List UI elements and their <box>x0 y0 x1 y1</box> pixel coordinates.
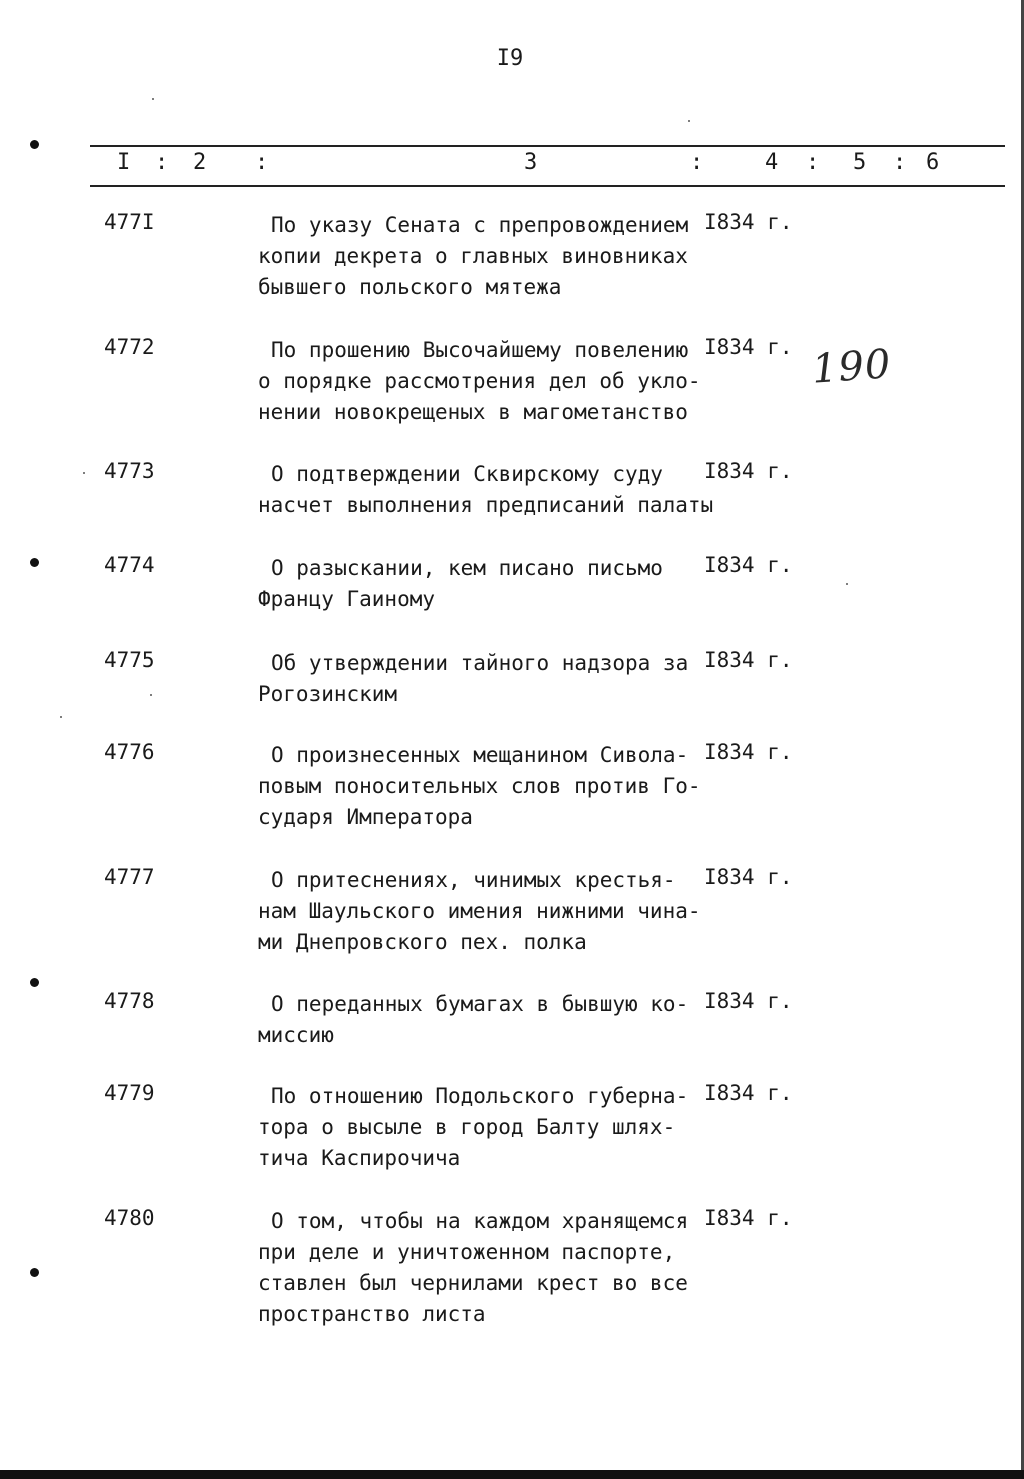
scan-speck <box>846 583 848 585</box>
entry-description-line: бывшего польского мятежа <box>258 275 562 299</box>
entry-description-line: тора о высыле в город Балту шлях- <box>258 1115 676 1139</box>
entry-description-line: миссию <box>258 1023 334 1047</box>
column-header-1: I <box>117 150 131 175</box>
entry-description <box>258 648 703 710</box>
column-separator: : <box>690 150 704 175</box>
page-number: I9 <box>496 46 524 71</box>
entry-description-line: пространство листа <box>258 1302 486 1326</box>
entry-description-line: о порядке рассмотрения дел об укло- <box>258 369 701 393</box>
entry-description <box>258 553 703 615</box>
entry-year: I834 г. <box>704 1081 793 1105</box>
column-separator: : <box>155 150 169 175</box>
entry-description-line: нам Шаульского имения нижними чина- <box>258 899 701 923</box>
scan-speck <box>60 716 62 718</box>
entry-description <box>258 1081 703 1174</box>
entry-description-line: О притеснениях, чинимых крестья- <box>271 868 676 892</box>
entry-description-line: Рогозинским <box>258 682 398 706</box>
entry-number: 4775 <box>104 648 155 672</box>
entry-description-line: О разыскании, кем писано письмо <box>271 556 663 580</box>
punch-hole <box>30 558 39 567</box>
entry-description-line: ставлен был чернилами крест во все <box>258 1271 688 1295</box>
entry-year: I834 г. <box>704 740 793 764</box>
column-separator: : <box>255 150 269 175</box>
entry-description-line: По указу Сената с препровождением <box>271 213 689 237</box>
entry-description <box>258 459 714 521</box>
entry-description-line: сударя Императора <box>258 805 473 829</box>
entry-number: 4779 <box>104 1081 155 1105</box>
scan-speck <box>688 120 690 122</box>
entry-description-line: По отношению Подольского губерна- <box>271 1084 689 1108</box>
entry-description <box>258 210 703 303</box>
entry-year: I834 г. <box>704 989 793 1013</box>
entry-number: 4774 <box>104 553 155 577</box>
column-header-5: 5 <box>853 150 867 175</box>
entry-year: I834 г. <box>704 1206 793 1230</box>
entry-number: 4780 <box>104 1206 155 1230</box>
punch-hole <box>30 978 39 987</box>
entry-description-line: Об утверждении тайного надзора за <box>271 651 689 675</box>
entry-description-line: О том, чтобы на каждом хранящемся <box>271 1209 689 1233</box>
entry-description-line: при деле и уничтоженном паспорте, <box>258 1240 676 1264</box>
scan-bottom-edge <box>0 1470 1024 1479</box>
entry-number: 4772 <box>104 335 155 359</box>
entry-description-line: Францу Гаиному <box>258 587 436 611</box>
entry-description-line: О подтверждении Сквирскому суду <box>271 462 663 486</box>
column-separator: : <box>893 150 907 175</box>
column-separator: : <box>806 150 820 175</box>
entry-year: I834 г. <box>704 865 793 889</box>
scan-speck <box>83 472 85 474</box>
scan-speck <box>152 98 154 100</box>
entry-year: I834 г. <box>704 553 793 577</box>
entry-description <box>258 335 703 428</box>
entry-description <box>258 1206 703 1330</box>
entry-description-line: О произнесенных мещанином Сивола- <box>271 743 689 767</box>
entry-number: 4777 <box>104 865 155 889</box>
scan-speck <box>150 694 152 696</box>
entry-description-line: копии декрета о главных виновниках <box>258 244 688 268</box>
punch-hole <box>30 1268 39 1277</box>
column-header-4: 4 <box>765 150 779 175</box>
entry-description-line: нении новокрещеных в магометанство <box>258 400 688 424</box>
entry-description-line: По прошению Высочайшему повелению <box>271 338 689 362</box>
entry-year: I834 г. <box>704 648 793 672</box>
entry-number: 4776 <box>104 740 155 764</box>
entry-description <box>258 989 703 1051</box>
entry-number: 4773 <box>104 459 155 483</box>
punch-hole <box>30 140 39 149</box>
entry-number: 4778 <box>104 989 155 1013</box>
column-header-6: 6 <box>926 150 940 175</box>
entry-description-line: тича Каспирочича <box>258 1146 461 1170</box>
column-header-3: 3 <box>524 150 538 175</box>
entry-description <box>258 865 703 958</box>
column-header-2: 2 <box>193 150 207 175</box>
handwritten-sheet-number: 190 <box>810 341 893 393</box>
entry-year: I834 г. <box>704 210 793 234</box>
entry-number: 477I <box>104 210 155 234</box>
entry-description-line: ми Днепровского пех. полка <box>258 930 587 954</box>
table-header-top-rule <box>90 145 1005 147</box>
entry-description-line: О переданных бумагах в бывшую ко- <box>271 992 689 1016</box>
entry-description-line: повым поносительных слов против Го- <box>258 774 701 798</box>
entry-description-line: насчет выполнения предписаний палаты <box>258 493 714 517</box>
entry-description <box>258 740 703 833</box>
entry-year: I834 г. <box>704 335 793 359</box>
table-header-bottom-rule <box>90 185 1005 187</box>
entry-year: I834 г. <box>704 459 793 483</box>
